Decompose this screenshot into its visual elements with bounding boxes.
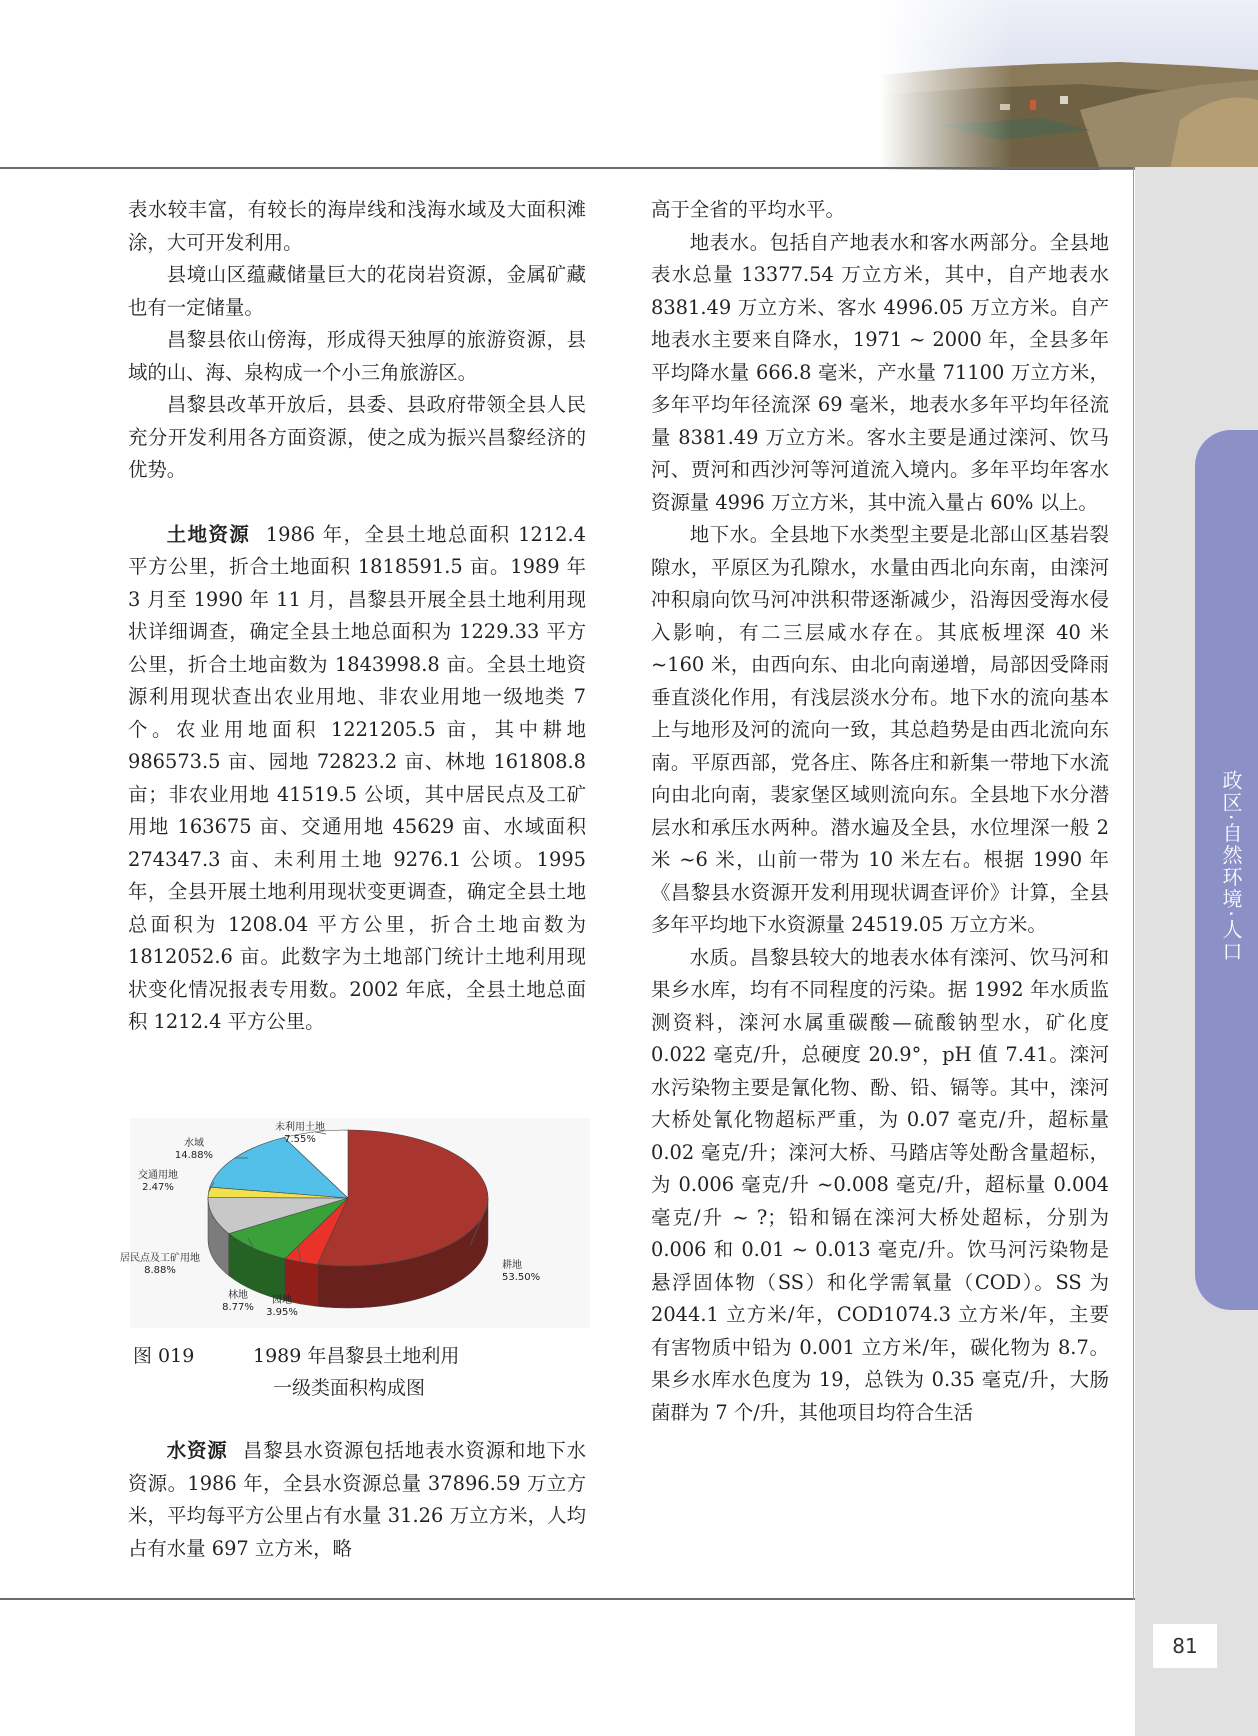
pie-label-name: 林地: [228, 1290, 248, 1301]
land-resource-text: 1986 年，全县土地总面积 1212.4 平方公里，折合土地面积 1818591.5 亩。1989 年 3 月至 1990 年 11 月，昌黎县开展全县土地利用现状详细调查，确定全县土地总面积为 1229.33 平方公里，折合土地亩数为 1843998.8 亩。全县土地资源利用现状查出农业用地、非农业用地一级地类 7 个。农业用地面积 1221205.5 亩，其中耕地 986573.5 亩、园地 72823.2 亩、林地 161808.8 亩；非农业用地 41519.5 公顷，其中居民点及工矿用地 163675 亩、交通用地 45629 亩、水域面积 274347.3 亩、未利用土地 9276.1 公顷。1995 年，全县开展土地利用现状变更调查，确定全县土地总面积为 1208.04 平方公里，折合土地亩数为 1812052.6 亩。此数字为土地部门统计土地利用现状变化情况报表专用数。2002 年底，全县土地总面积 1212.4 平方公里。: [128, 522, 586, 1033]
groundwater-paragraph: 地下水。全县地下水类型主要是北部山区基岩裂隙水，平原区为孔隙水，水量由西北向东南，由滦河冲积扇向饮马河冲洪积带逐渐减少，沿海因受海水侵入影响，有二三层咸水存在。其底板埋深 40 米 ~160 米，由西向东、由北向南递增，局部因受降雨垂直淡化作用，有浅层淡水分布。地下水的流向基本上与地形及河的流向一致，其总趋势是由西北流向东南。平原西部，党各庄、陈各庄和新集一带地下水流向由北向南，裴家堡区域则流向东。全县地下水分潜层水和承压水两种。潜水遍及全县，水位埋深一般 2 米 ~6 米，山前一带为 10 米左右。根据 1990 年《昌黎县水资源开发利用现状调查评价》计算，全县多年平均地下水资源量 24519.05 万立方米。: [651, 523, 1109, 936]
pie-label-value: 7.55%: [284, 1134, 316, 1145]
surface-water-paragraph: 地表水。包括自产地表水和客水两部分。全县地表水总量 13377.54 万立方米，其中，自产地表水 8381.49 万立方米、客水 4996.05 万立方米。自产地表水主要来自降水，1971 ~ 2000 年，全县多年平均降水量 666.8 毫米，产水量 71100 万立方米，多年平均年径流深 69 毫米，地表水多年平均年径流量 8381.49 万立方米。客水主要是通过滦河、饮马河、贾河和西沙河等河道流入境内。多年平均年客水资源量 4996 万立方米，其中流入量占 60% 以上。: [651, 230, 1109, 514]
figure-caption: [133, 1340, 593, 1404]
pie-label-name: 交通用地: [138, 1170, 178, 1181]
top-rule: [0, 167, 1135, 169]
pie-label-value: 14.88%: [174, 1150, 214, 1161]
land-resource-heading: 土地资源: [166, 522, 251, 546]
paragraph: 昌黎县依山傍海，形成得天独厚的旅游资源，县域的山、海、泉构成一个小三角旅游区。: [128, 328, 586, 384]
paragraph: 昌黎县改革开放后，县委、县政府带领全县人民充分开发利用各方面资源，使之成为振兴昌黎经济的优势。: [128, 393, 586, 481]
pie-label-value: 2.47%: [142, 1182, 174, 1193]
water-resource-heading: 水资源: [166, 1439, 228, 1462]
bottom-rule: [0, 1598, 1135, 1600]
water-resource-text: 昌黎县水资源包括地表水资源和地下水资源。1986 年，全县水资源总量 37896.59 万立方米，平均每平方公里占有水量 31.26 万立方米，人均占有水量 697 立方米，略: [128, 1439, 587, 1560]
left-column: [128, 194, 586, 1039]
paragraph: 表水较丰富，有较长的海岸线和浅海水域及大面积滩涂，大可开发利用。: [128, 198, 586, 254]
pie-label-value: 8.77%: [222, 1302, 254, 1313]
water-quality-paragraph: 水质。昌黎县较大的地表水体有滦河、饮马河和果乡水库，均有不同程度的污染。据 1992 年水质监测资料，滦河水属重碳酸—硫酸钠型水，矿化度 0.022 毫克/升，总硬度 20.9°，pH 值 7.41。滦河水污染物主要是氰化物、酚、铅、镉等。其中，滦河大桥处氰化物超标严重，为 0.07 毫克/升，超标量 0.02 毫克/升；滦河大桥、马踏店等处酚含量超标，为 0.006 毫克/升 ~0.008 毫克/升，超标量 0.004 毫克/升 ~ ?；铅和镉在滦河大桥处超标，分别为 0.006 和 0.01 ~ 0.013 毫克/升。饮马河污染物是悬浮固体物（SS）和化学需氧量（COD）。SS 为 2044.1 立方米/年，COD1074.3 立方米/年，主要有害物质中铅为 0.001 立方米/年，碳化物为 8.7。果乡水库水色度为 19，总铁为 0.35 毫克/升，大肠菌群为 7 个/升，其他项目均符合生活: [651, 945, 1109, 1424]
paragraph: 高于全省的平均水平。: [651, 198, 845, 221]
pie-label-value: 8.88%: [144, 1265, 176, 1276]
pie-label-name: 园地: [272, 1295, 292, 1306]
page-number: 81: [1153, 1624, 1217, 1668]
column-divider: [1133, 167, 1134, 1600]
land-use-pie-chart: [120, 1118, 590, 1328]
land-resource-paragraph: [128, 519, 586, 1039]
figure-number: 图 019: [133, 1345, 195, 1367]
section-side-tab-label: 政区·自然环境·人口: [1219, 770, 1243, 963]
figure-title-line2: 一级类面积构成图: [273, 1377, 426, 1399]
pie-label-value: 3.95%: [266, 1307, 298, 1318]
pie-label-value: 53.50%: [502, 1272, 541, 1283]
pie-label-name: 耕地: [502, 1260, 522, 1271]
header-landscape-photo: [880, 0, 1258, 170]
figure-title-line1: 1989 年昌黎县土地利用: [253, 1345, 460, 1367]
water-resource-paragraph: [128, 1435, 586, 1565]
paragraph: 县境山区蕴藏储量巨大的花岗岩资源，金属矿藏也有一定储量。: [128, 263, 586, 319]
pie-label-name: 居民点及工矿用地: [120, 1253, 200, 1264]
pie-label-name: 水域: [184, 1138, 204, 1149]
pie-label-name: 未利用土地: [275, 1122, 325, 1133]
right-column: [651, 194, 1109, 1429]
water-resource-section: [128, 1435, 586, 1565]
